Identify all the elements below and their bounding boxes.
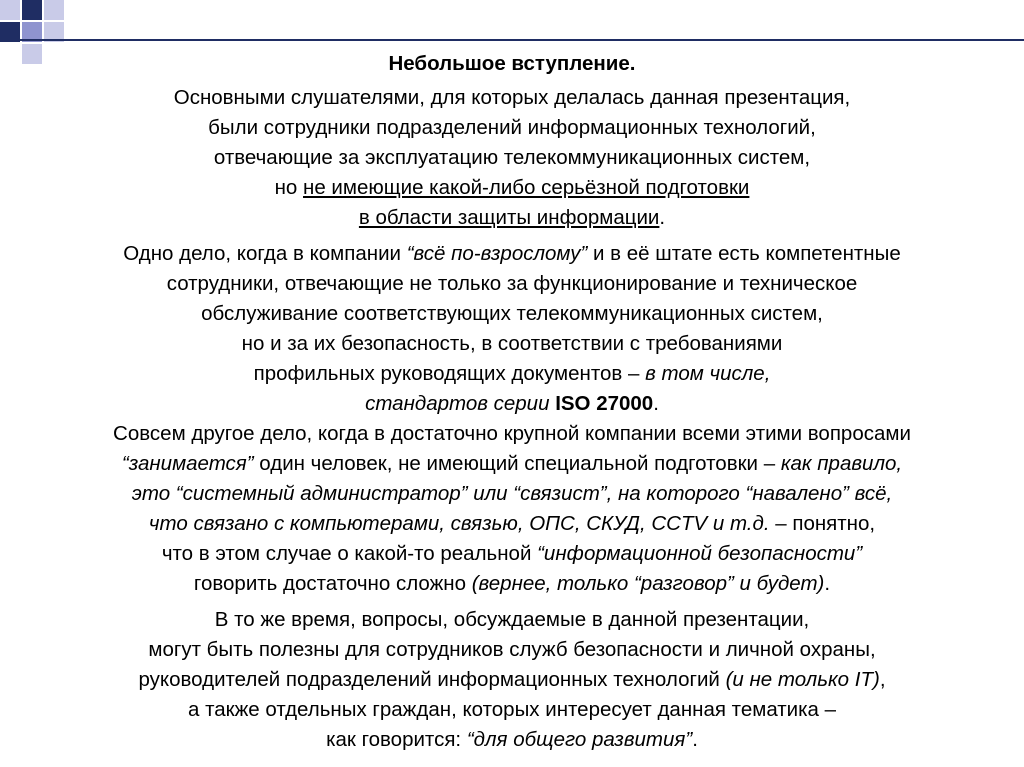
text-line xyxy=(20,203,1004,233)
text-line: а также отдельных граждан, которых интересует данная тематика – xyxy=(187,698,837,721)
text-line xyxy=(20,173,1004,203)
text-line xyxy=(20,389,1004,419)
slide-title: Небольшое вступление. xyxy=(388,52,636,75)
text-line: могут быть полезны для сотрудников служб безопасности и личной охраны, xyxy=(148,638,876,661)
italic-text: в том числе, xyxy=(645,362,771,385)
text-line xyxy=(20,665,1004,695)
company-paragraph xyxy=(20,239,1004,419)
text-line: это “системный администратор” или “связист”, на которого “навалено” всё, xyxy=(131,482,893,505)
text-line xyxy=(20,509,1004,539)
decor-square xyxy=(22,0,42,20)
text-run: . xyxy=(653,392,659,415)
italic-text: “для общего развития” xyxy=(466,728,693,751)
text-run: и в её штате есть компетентные xyxy=(587,242,901,265)
text-line xyxy=(20,725,1004,755)
text-line: сотрудники, отвечающие не только за функционирование и техническое xyxy=(166,272,858,295)
text-line: отвечающие за эксплуатацию телекоммуникационных систем, xyxy=(213,146,811,169)
text-line xyxy=(20,359,1004,389)
slide-body xyxy=(20,49,1004,761)
text-line: но и за их безопасность, в соответствии с требованиями xyxy=(241,332,783,355)
intro-paragraph xyxy=(20,83,1004,233)
text-run: как говорится: xyxy=(326,728,467,751)
underlined-text: не имеющие какой-либо серьёзной подготовки xyxy=(303,176,750,199)
italic-text: (и не только IT) xyxy=(725,668,880,691)
bold-text: ISO 27000 xyxy=(555,392,654,415)
text-run: . xyxy=(824,572,831,595)
text-line xyxy=(20,239,1004,269)
underlined-text: в области защиты информации xyxy=(358,206,660,229)
text-run: – понятно, xyxy=(769,512,876,535)
text-run: , xyxy=(879,668,886,691)
italic-text: стандартов серии xyxy=(365,392,556,415)
italic-text: (вернее, только “разговор” и будет) xyxy=(471,572,825,595)
text-run: говорить достаточно сложно xyxy=(193,572,472,595)
text-run: один человек, не имеющий специальной подготовки – xyxy=(253,452,781,475)
decor-square xyxy=(0,0,20,20)
text-line xyxy=(20,569,1004,599)
text-line: В то же время, вопросы, обсуждаемые в данной презентации, xyxy=(214,608,810,631)
text-run: что в этом случае о какой-то реальной xyxy=(161,542,538,565)
decor-square xyxy=(44,0,64,20)
header-rule xyxy=(0,39,1024,41)
italic-text: “занимается” xyxy=(121,452,254,475)
text-line: Совсем другое дело, когда в достаточно крупной компании всеми этими вопросами xyxy=(113,422,911,445)
text-run: профильных руководящих документов – xyxy=(253,362,646,385)
text-line: были сотрудники подразделений информационных технологий, xyxy=(208,116,816,139)
text-line: обслуживание соответствующих телекоммуникационных систем, xyxy=(201,302,823,325)
text-run: . xyxy=(692,728,698,751)
italic-text: “всё по-взрослому” xyxy=(406,242,588,265)
audience-paragraph xyxy=(20,605,1004,755)
text-run: Одно дело, когда в компании xyxy=(123,242,407,265)
text-line xyxy=(20,539,1004,569)
text-run: руководителей подразделений информационных технологий xyxy=(138,668,726,691)
admin-paragraph xyxy=(20,419,1004,599)
text-run: но xyxy=(274,176,304,199)
italic-text: что связано с компьютерами, связью, ОПС, СКУД, CCTV и т.д. xyxy=(148,512,770,535)
italic-text: “информационной безопасности” xyxy=(537,542,863,565)
text-line: Основными слушателями, для которых делалась данная презентация, xyxy=(173,86,851,109)
text-line xyxy=(20,449,1004,479)
text-run: . xyxy=(659,206,666,229)
italic-text: как правило, xyxy=(780,452,903,475)
